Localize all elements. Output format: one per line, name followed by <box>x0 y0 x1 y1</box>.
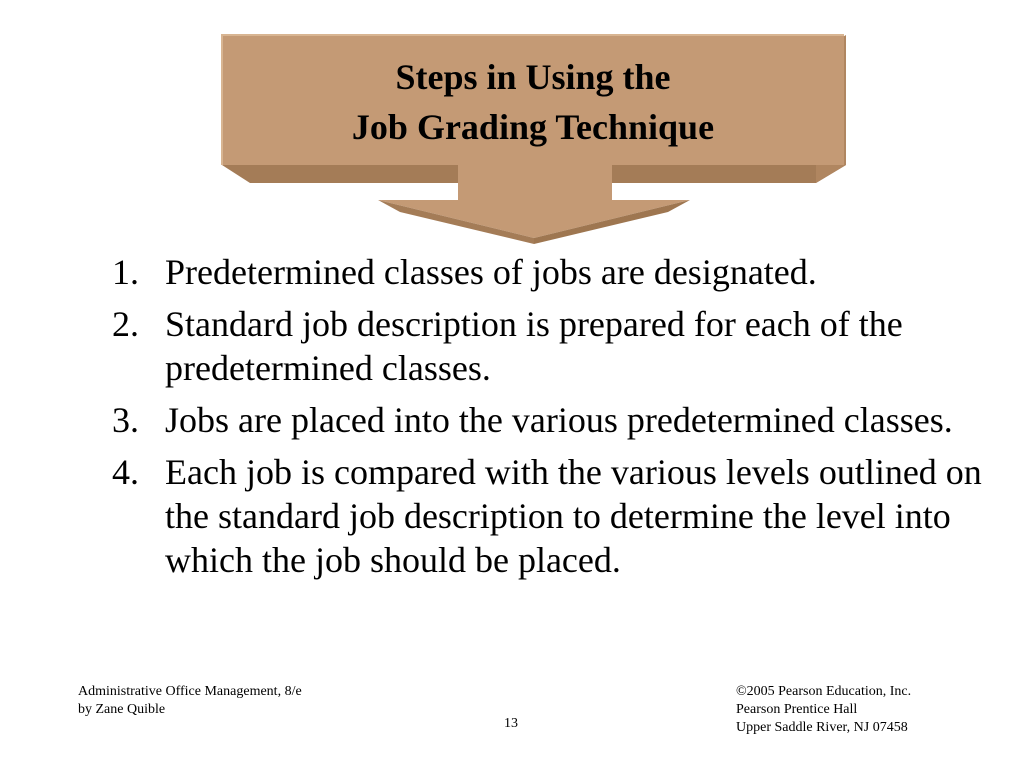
arrow-stem <box>458 165 612 200</box>
title-line-1: Steps in Using the <box>395 57 671 97</box>
step-number: 3. <box>112 400 139 440</box>
step-number: 4. <box>112 452 139 492</box>
page-number: 13 <box>504 716 518 731</box>
step-text: Jobs are placed into the various predetermined classes. <box>165 400 953 440</box>
list-item <box>112 398 992 442</box>
arrowhead-face <box>378 200 690 238</box>
list-item <box>112 250 992 294</box>
banner-bevel-bottom-left <box>222 165 458 183</box>
footer-book-title: Administrative Office Management, 8/e <box>78 684 302 699</box>
step-number: 2. <box>112 304 139 344</box>
footer-copyright-line: ©2005 Pearson Education, Inc. <box>736 684 912 699</box>
page-title <box>222 52 844 152</box>
steps-list <box>112 250 992 590</box>
list-item <box>112 302 992 390</box>
footer-author: by Zane Quible <box>78 702 166 717</box>
list-item <box>112 450 992 582</box>
footer-copyright <box>736 683 911 737</box>
step-text: Predetermined classes of jobs are designated. <box>165 252 817 292</box>
step-text: Each job is compared with the various levels outlined on the standard job description to determine the level into which the job should be placed. <box>165 452 982 580</box>
footer-publisher: Pearson Prentice Hall <box>736 702 858 717</box>
banner-bevel-bottom-right <box>612 165 846 183</box>
footer-book-info <box>78 683 302 719</box>
footer-address: Upper Saddle River, NJ 07458 <box>736 720 908 735</box>
step-text: Standard job description is prepared for each of the predetermined classes. <box>165 304 903 388</box>
step-number: 1. <box>112 252 139 292</box>
title-line-2: Job Grading Technique <box>351 107 715 147</box>
